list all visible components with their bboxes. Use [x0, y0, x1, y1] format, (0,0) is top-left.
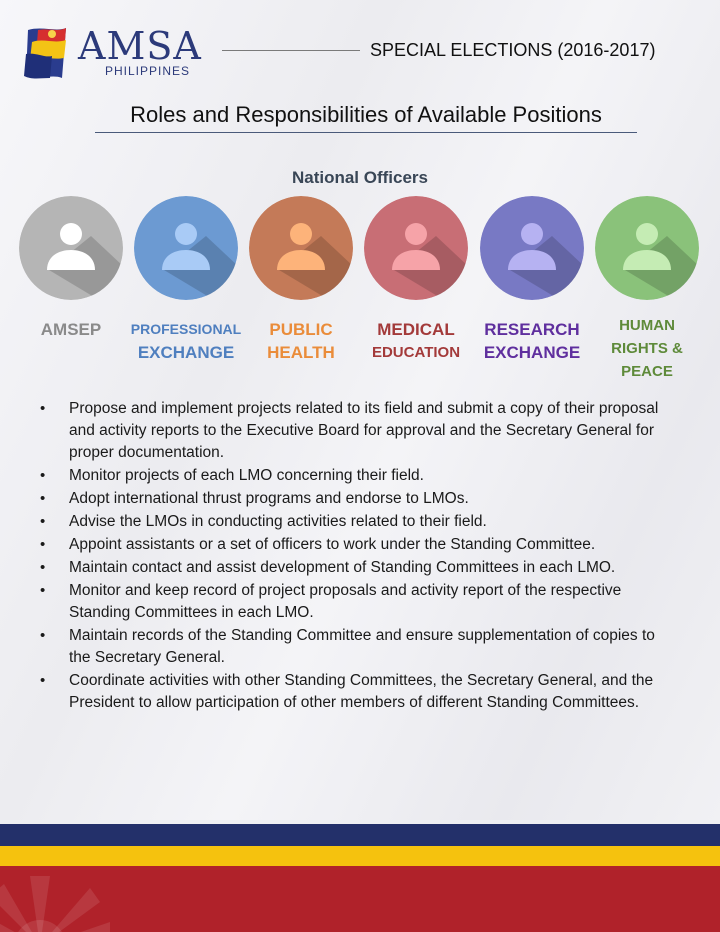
list-item: • Adopt international thrust programs and endorse to LMOs. — [40, 488, 680, 510]
brand-country: PHILIPPINES — [105, 64, 191, 78]
officer-label: PROFESSIONAL EXCHANGE — [130, 321, 242, 362]
officer-label: AMSEP — [40, 320, 102, 339]
footer-band-yellow — [0, 846, 720, 866]
person-icon — [249, 196, 353, 300]
subtitle-underline — [95, 132, 637, 133]
flag-swoosh-icon — [22, 24, 74, 80]
officer-label: PUBLIC HEALTH — [267, 320, 335, 362]
brand-name: AMSA — [78, 24, 202, 68]
person-icon — [134, 196, 238, 300]
officer-label: RESEARCH EXCHANGE — [483, 320, 581, 362]
list-item: • Propose and implement projects related to its field and submit a copy of their proposal and activity reports to the Executive Board for approval and the Secretary General for proper documentation. — [40, 398, 680, 464]
officer-amsep — [11, 196, 131, 341]
officer-avatar — [249, 196, 353, 300]
list-item: • Coordinate activities with other Standing Committees, the Secretary General, and the President to allow participation of other members of different Standing Committees. — [40, 670, 680, 714]
list-item: • Maintain records of the Standing Committee and ensure supplementation of copies to the Secretary General. — [40, 625, 680, 669]
footer-band-navy — [0, 824, 720, 846]
responsibilities-list — [40, 398, 680, 715]
list-item: • Monitor and keep record of project proposals and activity report of the respective Standing Committees in each LMO. — [40, 580, 680, 624]
officer-human-rights-peace — [587, 196, 707, 383]
document-title: SPECIAL ELECTIONS (2016-2017) — [370, 40, 656, 60]
amsa-logo — [22, 22, 222, 82]
officer-medical-education — [356, 196, 476, 364]
officer-professional-exchange — [126, 196, 246, 364]
officer-label: MEDICAL EDUCATION — [371, 320, 461, 361]
officer-avatar — [480, 196, 584, 300]
officer-public-health — [241, 196, 361, 364]
officer-avatar — [595, 196, 699, 300]
officer-research-exchange — [472, 196, 592, 364]
list-item: • Monitor projects of each LMO concerning their field. — [40, 465, 680, 487]
page-subtitle: Roles and Responsibilities of Available Positions — [130, 102, 602, 127]
list-item: • Appoint assistants or a set of officers to work under the Standing Committee. — [40, 534, 680, 556]
sun-rays-icon — [0, 866, 160, 932]
footer-band-red — [0, 866, 720, 932]
header-divider — [222, 50, 360, 51]
list-item: • Maintain contact and assist development of Standing Committees in each LMO. — [40, 557, 680, 579]
person-icon — [364, 196, 468, 300]
person-icon — [19, 196, 123, 300]
officer-avatar — [364, 196, 468, 300]
person-icon — [480, 196, 584, 300]
officer-label: HUMAN RIGHTS & PEACE — [611, 317, 683, 380]
officer-avatar — [134, 196, 238, 300]
list-item: • Advise the LMOs in conducting activities related to their field. — [40, 511, 680, 533]
section-heading: National Officers — [291, 168, 429, 187]
officer-avatar — [19, 196, 123, 300]
person-icon — [595, 196, 699, 300]
